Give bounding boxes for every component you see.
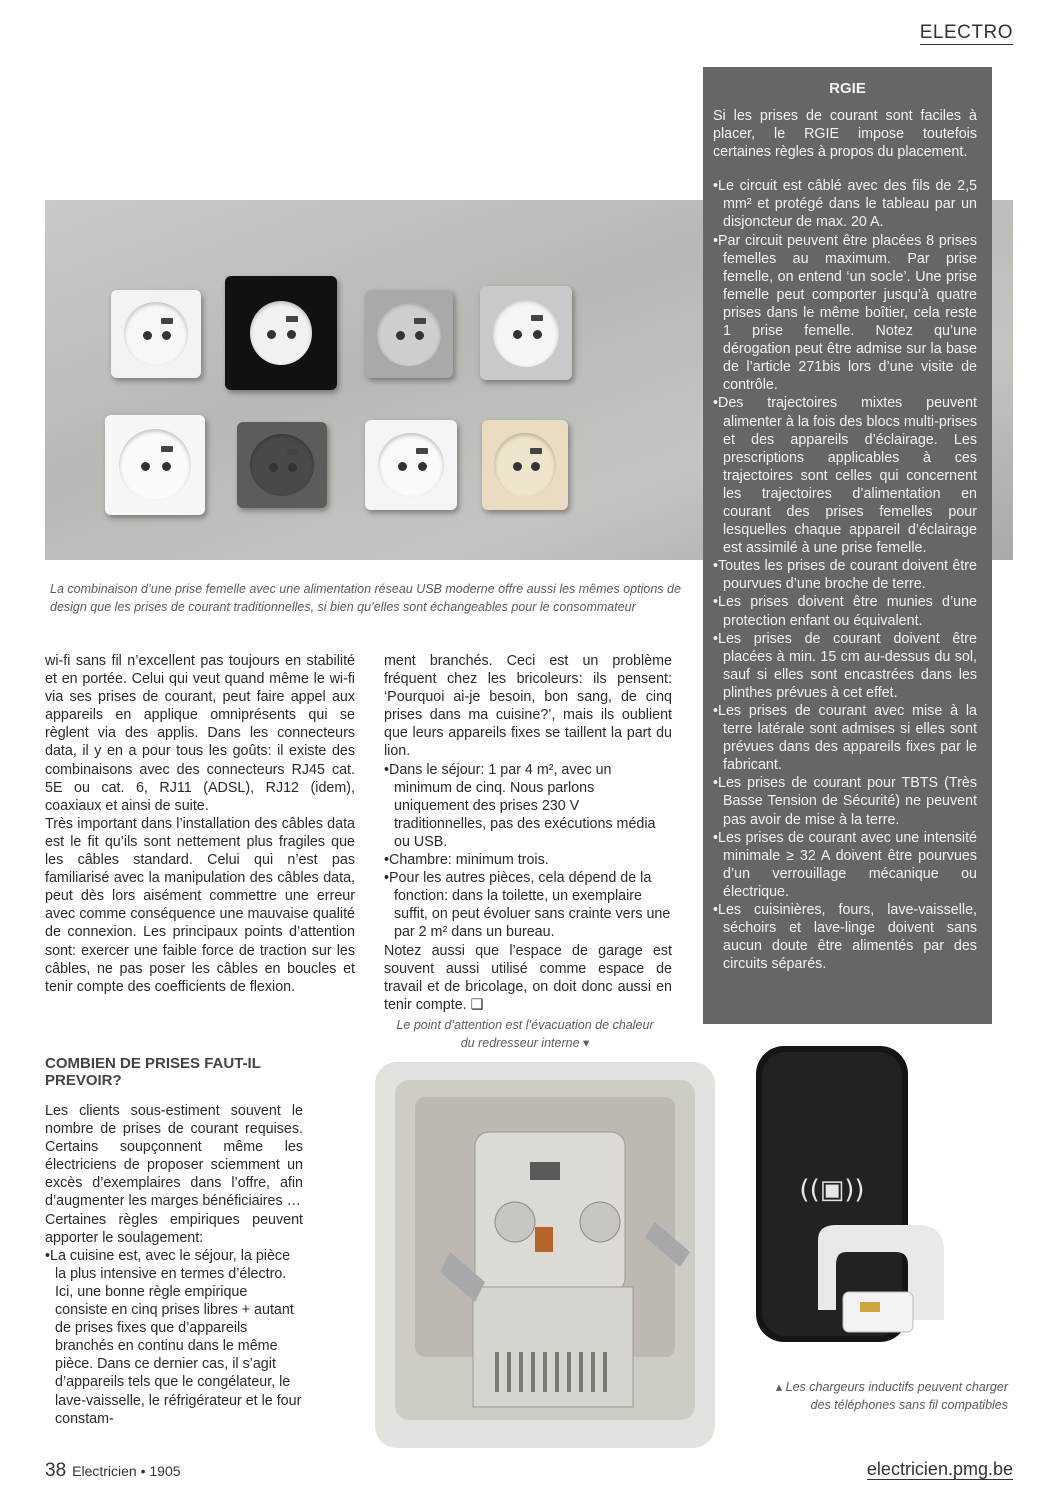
sidebar-item: •Le circuit est câblé avec des fils de 2,5 mm² et protégé dans le tableau par un disjoncteur de max. 20 A. <box>713 178 977 231</box>
socket-silver <box>365 290 453 378</box>
sidebar-item: •Les prises doivent être munies d’une protection enfant ou équivalent. <box>713 594 977 629</box>
paragraph: Très important dans l’installation des câbles data est le fit qu’ils sont nettement plus fragiles que les câbles standard. Celui qui n’est pas familiarisé avec la manipulation des câbles data, peut dès lors aisément commettre une erreur avec comme conséquence une mauvaise qualité de connexion. Les principaux points d’attention sont: exercer une faible force de traction sur les câbles, ne pas poser les câbles en boucles et tenir compte des coefficients de flexion. <box>45 815 355 995</box>
photo-caption: La combinaison d’une prise femelle avec une alimentation réseau USB moderne offre aussi les mêmes options de design que les prises de courant traditionnelles, si bien qu’elles sont échangeables pour le consommateur <box>50 582 681 614</box>
socket-anthracite <box>237 422 327 508</box>
sidebar-title: RGIE <box>829 80 866 97</box>
socket-glass-white <box>105 415 205 515</box>
paragraph: Les clients sous-estiment souvent le nombre de prises de courant requises. Certains soupçonnent même les électriciens de proposer sciemment un excès d’exemplaires dans l’offre, afin d’augmenter les marges bénéficiaires … <box>45 1103 303 1210</box>
rgie-sidebar <box>703 67 992 1024</box>
bullet-item: •La cuisine est, avec le séjour, la pièce la plus intensive en termes d’électro. Ici, une bonne règle empirique consiste en cinq prises libres + autant de prises fixes que d’appareils branchés en continu dans le même pièce. Dans ce dernier cas, il s’agit d’appareils tels que le congélateur, le lave-vaisselle, le réfrigérateur et le four constam- <box>45 1247 302 1427</box>
sidebar-item: •Par circuit peuvent être placées 8 prises femelles au maximum. Par prise femelle, on entend ‘un socle’. Une prise femelle peut comporter jusqu’à quatre prises dans le même boîtier, cela reste 1 prise femelle. Notez qu’une dérogation peut être admise sur la base de l’article 271bis lors d’une visite de contrôle. <box>713 232 977 394</box>
sidebar-item: •Les prises de courant avec mise à la terre latérale sont admises si elles sont prévues dans des appareils fixes par le fabricant. <box>713 703 977 774</box>
page-number: 38 <box>45 1460 67 1481</box>
socket-cream <box>482 420 568 510</box>
sidebar-item: •Toutes les prises de courant doivent être pourvues d’une broche de terre. <box>713 558 977 593</box>
socket-white-2 <box>365 420 457 510</box>
sidebar-item: •Les prises de courant doivent être placées à min. 15 cm au-dessus du sol, sauf si elles sont encastrées dans les plinthes prévues à cet effet. <box>713 630 977 701</box>
sidebar-item: •Les prises de courant avec une intensité minimale ≥ 32 A doivent être pourvues d’un verrouillage mécanique ou électrique. <box>713 829 977 900</box>
svg-text:((▣)): ((▣)) <box>799 1175 865 1205</box>
section-label: ELECTRO <box>919 22 1013 43</box>
paragraph: wi-fi sans fil n’excellent pas toujours en stabilité et en portée. Celui qui veut quand même le wi-fi via ses prises de courant, peut faire appel aux appareils en applique omniprésents qui se règlent via des applis. Dans les connecteurs data, il y en a pour tous les goûts: il existe des combinaisons avec des connecteurs RJ45 cat. 5E ou cat. 6, RJ11 (ADSL), RJ12 (idem), coaxiaux et ainsi de suite. <box>45 653 355 814</box>
article-column-1 <box>45 652 355 996</box>
footer-magazine <box>45 1460 181 1482</box>
bullet-item: •Pour les autres pièces, cela dépend de la fonction: dans la toilette, un exemplaire suffit, on peut évoluer sans crainte vers une par 2 m² dans un bureau. <box>384 870 671 941</box>
socket-chrome <box>480 286 572 380</box>
sidebar-item: •Des trajectoires mixtes peuvent alimenter à la fois des blocs multi-prises et des appareils d’éclairage. Les prescriptions applicables à ces trajectoires sont celles qui concernent les trajectoires d’alimentation en courant des prises femelles pour lesquelles chaque appareil d’éclairage est assimilé à une prise femelle. <box>713 395 977 557</box>
charger-photo <box>748 1040 1004 1350</box>
bullet-item: •Dans le séjour: 1 par 4 m², avec un minimum de cinq. Nous parlons uniquement des prises 230 V traditionnelles, pas des exécutions média ou USB. <box>384 761 656 850</box>
paragraph: Certaines règles empiriques peuvent apporter le soulagement: <box>45 1211 303 1246</box>
website-link[interactable]: electricien.pmg.be <box>866 1459 1013 1479</box>
sidebar-intro: Si les prises de courant sont faciles à placer, le RGIE impose toutefois certaines règles à propos du placement. <box>713 108 977 161</box>
section-heading: COMBIEN DE PRISES FAUT-IL PREVOIR? <box>45 1055 261 1089</box>
paragraph: Notez aussi que l’espace de garage est souvent aussi utilisé comme espace de travail et de bricolage, on doit donc aussi en tenir compte. ❑ <box>384 942 672 1013</box>
socket-black-frame <box>225 276 337 390</box>
article-column-2 <box>384 652 672 1014</box>
sidebar-item: •Les cuisinières, fours, lave-vaisselle, séchoirs et lave-linge doivent sans aucun doute être alimentés par des circuits séparés. <box>713 902 977 973</box>
paragraph: ment branchés. Ceci est un problème fréquent chez les bricoleurs: ils pensent: ‘Pourquoi ai-je besoin, bon sang, de cinq prises dans ma cuisine?’, mais ils oublient que leurs appareils fixes se taillent la part du lion. <box>384 653 672 760</box>
socket-white <box>111 290 201 378</box>
bullet-item: •Chambre: minimum trois. <box>384 852 549 869</box>
inner-socket-caption: Le point d’attention est l’évacuation de chaleur du redresseur interne ▾ <box>396 1018 654 1050</box>
sidebar-list <box>713 177 977 973</box>
sidebar-item: •Les prises de courant pour TBTS (Très Basse Tension de Sécurité) ne peuvent pas avoir de mise à la terre. <box>713 775 977 828</box>
socket-back-photo <box>355 1052 715 1448</box>
article-column-1b <box>45 1102 303 1428</box>
charger-caption: ▴ Les chargeurs inductifs peuvent charger des téléphones sans fil compatibles <box>775 1380 1008 1412</box>
magazine-issue: Electricien • 1905 <box>72 1463 181 1479</box>
